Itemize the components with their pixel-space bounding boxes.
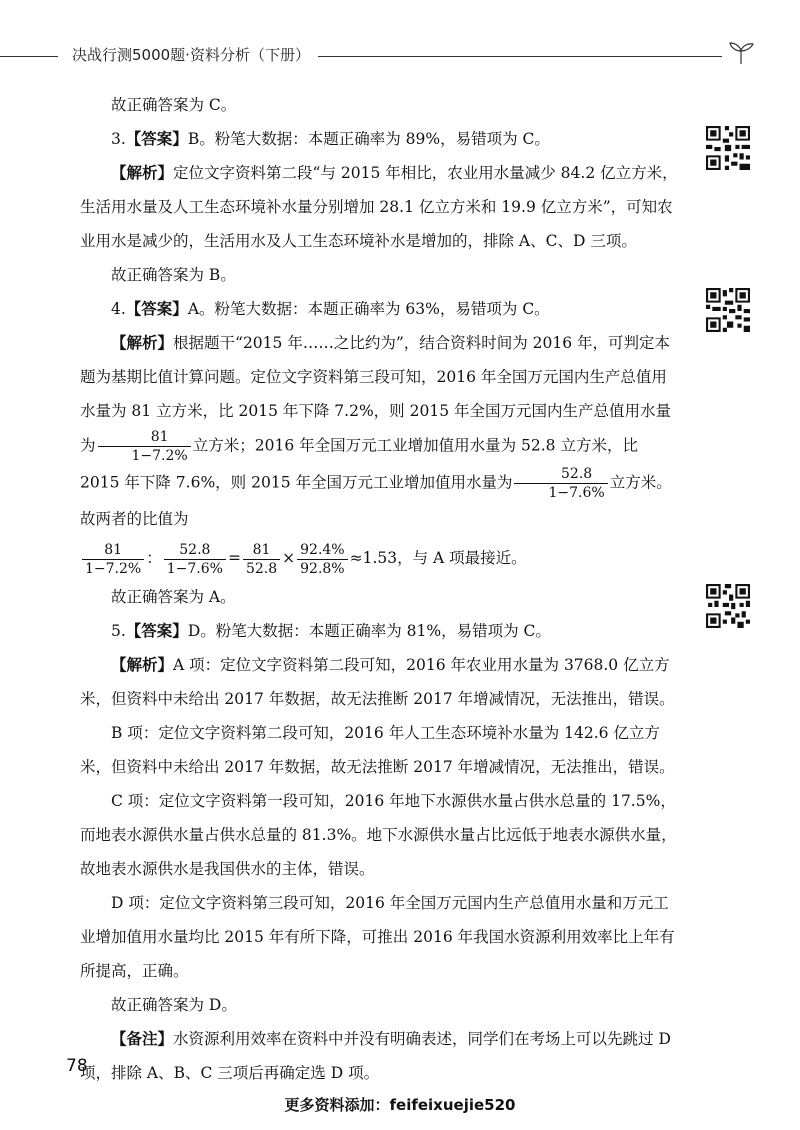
answer-line: 故正确答案为 B。 — [111, 266, 236, 284]
header-rule-left — [0, 56, 58, 57]
q5-explanation-a: 【解析】A 项：定位文字资料第二段可知，2016 年农业用水量为 3768.0 亿立方米，但资料中未给出 2017 年数据，故无法推断 2017 年增减情况，无法推出，错误。 — [80, 656, 675, 708]
q4-formula: $\frac{81}{1-7.2\%}$ ： $\frac{52.8}{1-7.6\%}$ = $\frac{81}{52.8}$ × $\frac{92.4\%}{92.8\%}$ ≈1.53，与 A 项最接近。 — [80, 536, 680, 580]
q3-answer: 3.【答案】B。粉笔大数据：本题正确率为 89%，易错项为 C。 — [111, 130, 550, 148]
page-number: 78 — [66, 1056, 88, 1076]
q5-answer: 5.【答案】D。粉笔大数据：本题正确率为 81%，易错项为 C。 — [111, 622, 551, 640]
qr-code-icon[interactable] — [706, 288, 750, 332]
qr-code-icon[interactable] — [706, 126, 750, 170]
header-title: 决战行测5000题·资料分析（下册） — [72, 46, 310, 64]
header-rule-right — [318, 56, 722, 57]
answer-line: 故正确答案为 D。 — [111, 996, 237, 1014]
answer-line: 故正确答案为 A。 — [111, 588, 236, 606]
q5-explanation-c: C 项：定位文字资料第一段可知，2016 年地下水源供水量占供水总量的 17.5%，而地表水源供水量占供水总量的 81.3%。地下水源供水量占比远低于地表水源供水量，故地表水源供水是我国供水的主体，错误。 — [80, 792, 677, 878]
note: 【备注】水资源利用效率在资料中并没有明确表述，同学们在考场上可以先跳过 D 项，排除 A、B、C 三项后再确定选 D 项。 — [80, 1030, 671, 1082]
page-body — [80, 88, 680, 1090]
q5-explanation-d: D 项：定位文字资料第三段可知，2016 年全国万元国内生产总值用水量和万元工业增加值用水量均比 2015 年有所下降，可推出 2016 年我国水资源利用效率比上年有所提高，正确。 — [80, 894, 675, 980]
sprout-icon — [726, 40, 756, 66]
q3-explanation: 【解析】定位文字资料第二段“与 2015 年相比，农业用水量减少 84.2 亿立方米，生活用水量及人工生态环境补水量分别增加 28.1 亿立方米和 19.9 亿立方米”，可知农业用水是减少的，生活用水及人工生态环境补水是增加的，排除 A、C、D 三项。 — [80, 164, 678, 250]
fraction: $\frac{52.8}{1-7.6\%}$ — [514, 465, 607, 502]
qr-code-icon[interactable] — [706, 584, 750, 628]
footer-contact: 更多资料添加：feifeixuejie520 — [284, 1096, 516, 1114]
q4-explanation: 【解析】根据题干“2015 年……之比约为”，结合资料时间为 2016 年，可判定本题为基期比值计算问题。定位文字资料第三段可知，2016 年全国万元国内生产总值用水量为 81 立方米，比 2015 年下降 7.2%，则 2015 年全国万元国内生产总值用水量为 $\frac{81}{1-7.2\%}$ 立方米；2016 年全国万元工业增加值用水量为 52.8 立方米，比 2015 年下降 7.6%，则 2015 年全国万元工业增加值用水量为 $\frac{52.8}{1-7.6\%}$ 立方米。故两者的比值为 — [80, 334, 672, 528]
q5-explanation-b: B 项：定位文字资料第二段可知，2016 年人工生态环境补水量为 142.6 亿立方米，但资料中未给出 2017 年数据，故无法推断 2017 年增减情况，无法推出，错误。 — [80, 724, 675, 776]
fraction: $\frac{81}{1-7.2\%}$ — [98, 428, 191, 465]
q4-answer: 4.【答案】A。粉笔大数据：本题正确率为 63%，易错项为 C。 — [111, 300, 550, 318]
running-header — [0, 40, 800, 70]
answer-line: 故正确答案为 C。 — [111, 96, 237, 114]
